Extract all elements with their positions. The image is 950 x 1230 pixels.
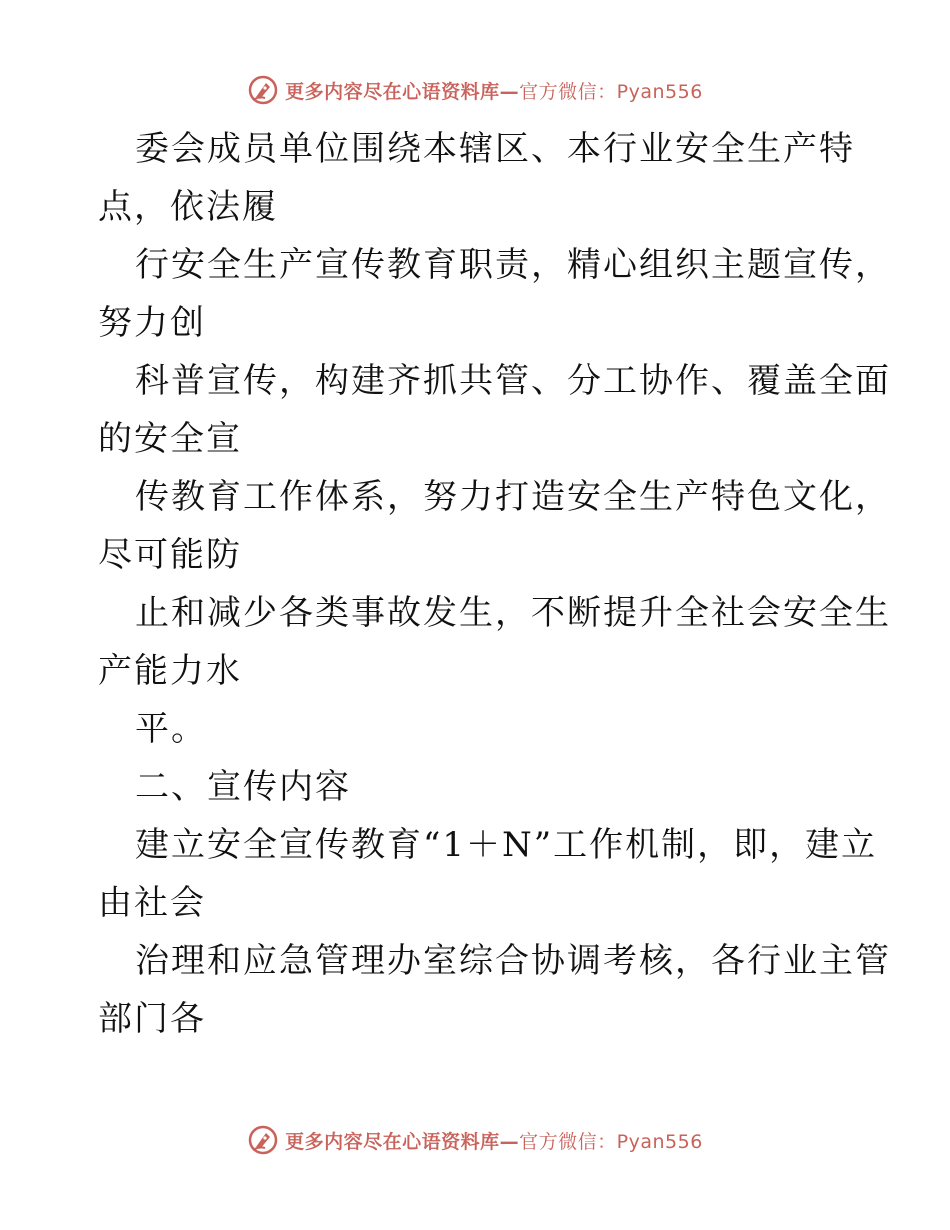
pen-nib-logo-icon — [247, 74, 279, 106]
header-banner — [0, 70, 950, 110]
body-line: 由社会 — [98, 883, 206, 923]
body-line: 努力创 — [98, 303, 206, 343]
document-body — [98, 120, 891, 1048]
footer-banner — [0, 1120, 950, 1160]
footer-banner-wechat: 官方微信：Pyan556 — [519, 1130, 703, 1153]
body-line: 止和减少各类事故发生，不断提升全社会安全生 — [135, 593, 891, 633]
footer-banner-text — [285, 1127, 703, 1154]
body-line: 产能力水 — [98, 651, 242, 691]
body-line: 部门各 — [98, 999, 206, 1039]
body-line: 平。 — [135, 709, 207, 749]
body-line: 传教育工作体系，努力打造安全生产特色文化， — [135, 477, 891, 517]
footer-banner-site: 更多内容尽在心语资料库— — [285, 1130, 520, 1153]
section-heading: 二、宣传内容 — [135, 767, 351, 807]
body-line: 治理和应急管理办室综合协调考核，各行业主管 — [135, 941, 891, 981]
header-banner-text — [285, 77, 703, 104]
header-banner-site: 更多内容尽在心语资料库— — [285, 80, 520, 103]
pen-nib-logo-icon — [247, 1124, 279, 1156]
body-line: 委会成员单位围绕本辖区、本行业安全生产特 — [135, 129, 855, 169]
body-line: 行安全生产宣传教育职责，精心组织主题宣传， — [135, 245, 891, 285]
header-banner-wechat: 官方微信：Pyan556 — [519, 80, 703, 103]
body-line: 科普宣传，构建齐抓共管、分工协作、覆盖全面 — [135, 361, 891, 401]
body-line: 点，依法履 — [98, 187, 278, 227]
body-line: 建立安全宣传教育“1＋N”工作机制，即，建立 — [135, 825, 878, 865]
body-line: 的安全宣 — [98, 419, 242, 459]
body-line: 尽可能防 — [98, 535, 242, 575]
